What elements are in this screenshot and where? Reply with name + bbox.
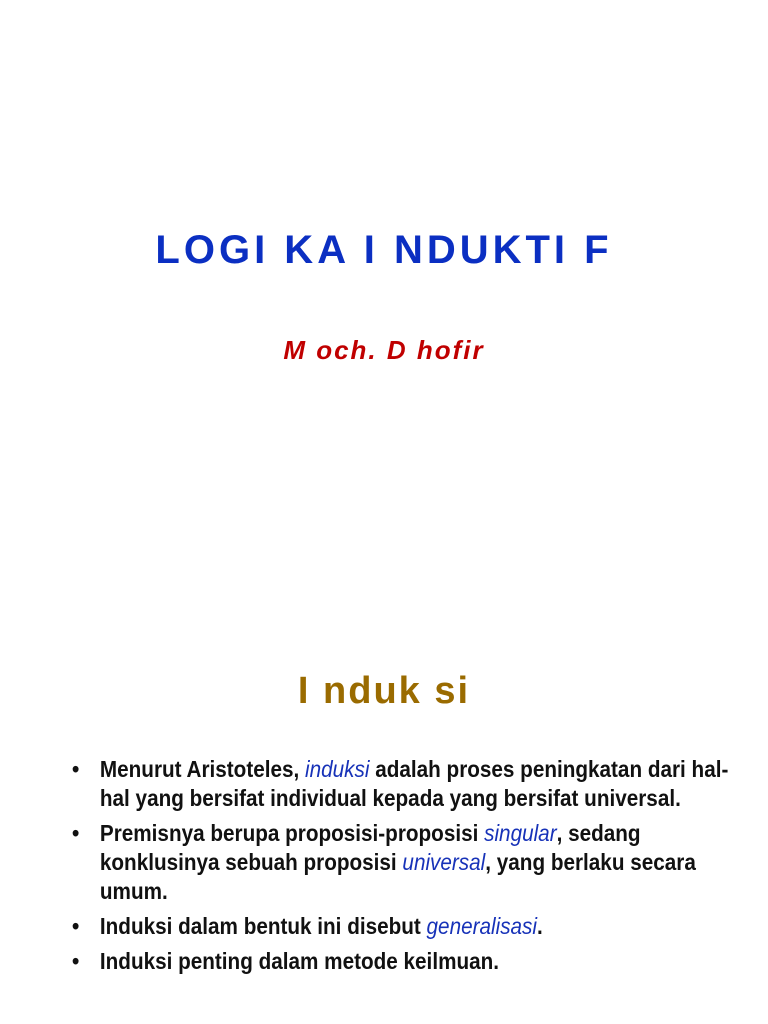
bullet-text: , sedang konklusinya sebuah proposisi bbox=[99, 820, 641, 875]
author-name: M och. D hofir bbox=[283, 335, 485, 365]
bullet-text: adalah proses peningkatan dari hal-hal yang bersifat individual kepada yang bersifat universal. bbox=[99, 756, 729, 811]
slide-title: LOGI KA I NDUKTI F bbox=[155, 228, 613, 272]
slide-heading: I nduk si bbox=[297, 670, 471, 712]
bullet-icon: • bbox=[72, 756, 80, 782]
bullet-text: Premisnya berupa proposisi-proposisi bbox=[99, 820, 485, 846]
bullet-item bbox=[72, 819, 730, 906]
term-highlight: induksi bbox=[305, 756, 370, 782]
bullet-text: Induksi penting dalam metode keilmuan. bbox=[99, 948, 500, 974]
bullet-icon: • bbox=[72, 913, 80, 939]
bullet-icon: • bbox=[72, 948, 80, 974]
bullet-item bbox=[72, 912, 730, 941]
bullet-list bbox=[72, 755, 729, 982]
term-highlight: generalisasi bbox=[426, 913, 538, 939]
bullet-item bbox=[72, 755, 730, 813]
bullet-text: , yang berlaku secara umum. bbox=[99, 849, 696, 904]
bullet-item bbox=[72, 947, 730, 976]
bullet-text: Induksi dalam bentuk ini disebut bbox=[99, 913, 427, 939]
bullet-icon: • bbox=[72, 820, 80, 846]
term-highlight: singular bbox=[484, 820, 557, 846]
slide-induksi bbox=[0, 600, 768, 1024]
term-highlight: universal bbox=[402, 849, 486, 875]
bullet-text: Menurut Aristoteles, bbox=[99, 756, 306, 782]
bullet-text: . bbox=[537, 913, 543, 939]
